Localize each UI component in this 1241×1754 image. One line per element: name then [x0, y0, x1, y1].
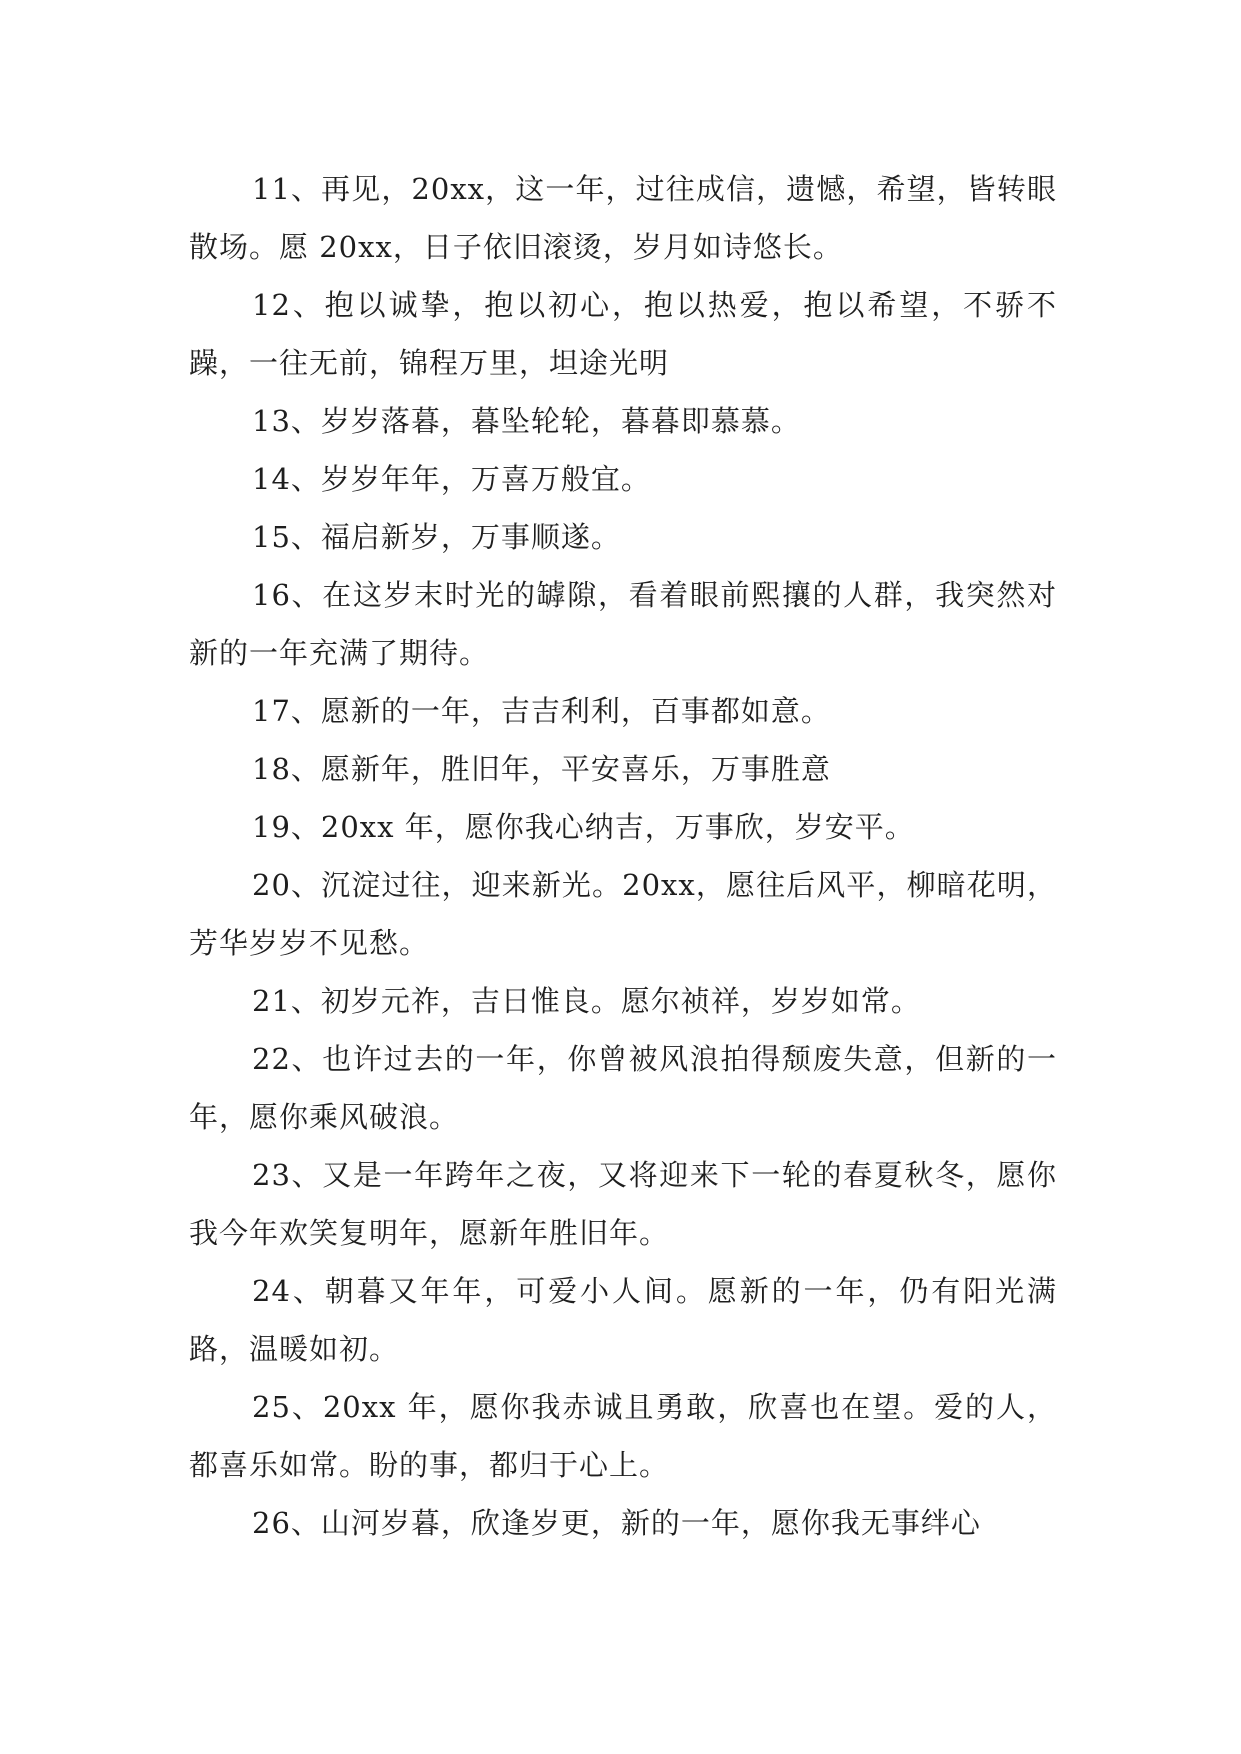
paragraph-25: 25、20xx 年，愿你我赤诚且勇敢，欣喜也在望。爱的人，都喜乐如常。盼的事，都归于心上。	[189, 1390, 1057, 1482]
paragraph-17: 17、愿新的一年，吉吉利利，百事都如意。	[252, 694, 831, 728]
paragraph-20: 20、沉淀过往，迎来新光。20xx，愿往后风平，柳暗花明，芳华岁岁不见愁。	[189, 868, 1057, 960]
paragraph-15: 15、福启新岁，万事顺遂。	[252, 520, 621, 554]
paragraph-23: 23、又是一年跨年之夜，又将迎来下一轮的春夏秋冬，愿你我今年欢笑复明年，愿新年胜旧年。	[189, 1158, 1057, 1250]
paragraph-16: 16、在这岁末时光的罅隙，看着眼前熙攘的人群，我突然对新的一年充满了期待。	[189, 578, 1057, 670]
paragraph-14: 14、岁岁年年，万喜万般宜。	[252, 462, 651, 496]
paragraph-21: 21、初岁元祚，吉日惟良。愿尔祯祥，岁岁如常。	[252, 984, 921, 1018]
paragraph-12: 12、抱以诚挚，抱以初心，抱以热爱，抱以希望，不骄不躁，一往无前，锦程万里，坦途光明	[189, 288, 1057, 380]
paragraph-22: 22、也许过去的一年，你曾被风浪拍得颓废失意，但新的一年，愿你乘风破浪。	[189, 1042, 1057, 1134]
paragraph-13: 13、岁岁落暮，暮坠轮轮，暮暮即慕慕。	[252, 404, 801, 438]
paragraph-24: 24、朝暮又年年，可爱小人间。愿新的一年，仍有阳光满路，温暖如初。	[189, 1274, 1057, 1366]
paragraph-11: 11、再见，20xx，这一年，过往成信，遗憾，希望，皆转眼散场。愿 20xx，日子依旧滚烫，岁月如诗悠长。	[189, 172, 1057, 264]
paragraph-26: 26、山河岁暮，欣逢岁更，新的一年，愿你我无事绊心	[252, 1506, 981, 1540]
paragraph-19: 19、20xx 年，愿你我心纳吉，万事欣，岁安平。	[252, 810, 915, 844]
document-body	[189, 160, 1057, 1552]
paragraph-18: 18、愿新年，胜旧年，平安喜乐，万事胜意	[252, 752, 831, 786]
